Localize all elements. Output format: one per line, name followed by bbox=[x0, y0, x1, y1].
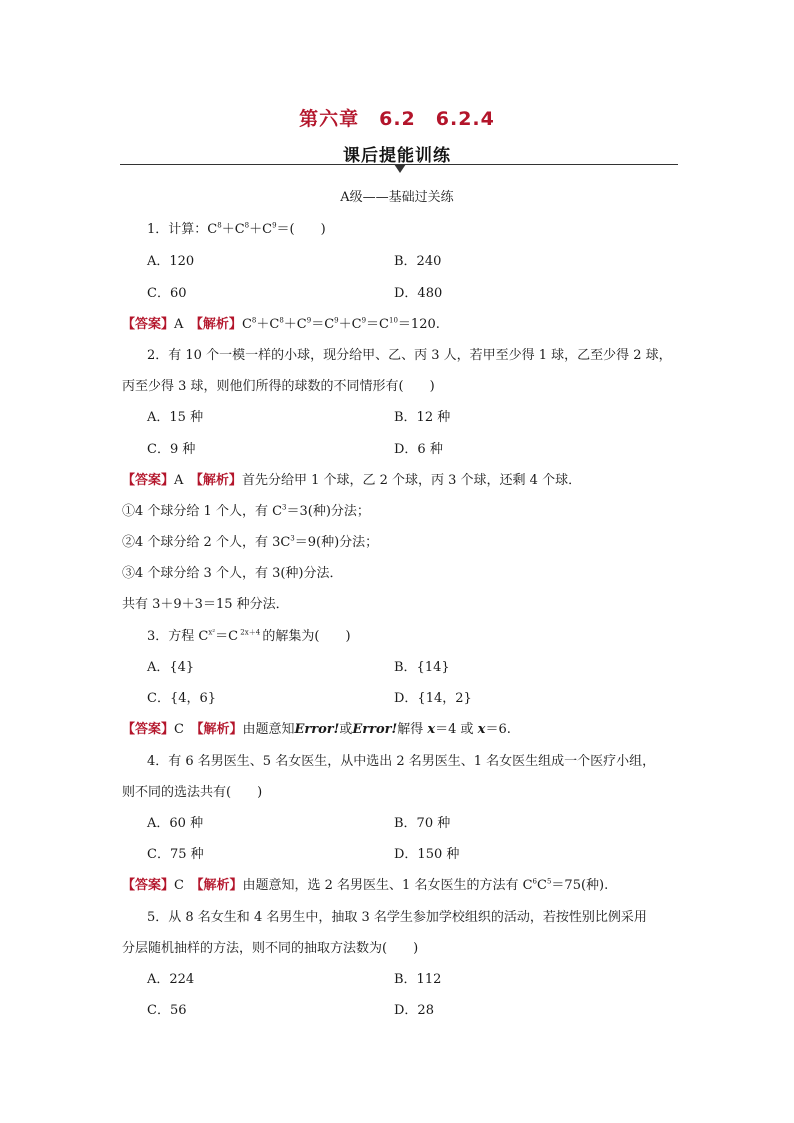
q1-option-d: D．480 bbox=[394, 286, 443, 301]
q3-stem: 3．方程 $C^{x^2}=C$ $^{2x+4}$ 的解集为( ) bbox=[147, 628, 351, 644]
q3-option-d: D．{14，2} bbox=[394, 691, 472, 706]
q1-option-b: B．240 bbox=[394, 254, 442, 269]
q5-stem-line1: 5．从 8 名女生和 4 名男生中，抽取 3 名学生参加学校组织的活动，若按性别比例采用 bbox=[147, 910, 647, 925]
q3-option-b: B．{14} bbox=[394, 660, 450, 675]
q2-solution-case2: ②4 个球分给 2 个人，有 $3C^3=9$(种)分法； bbox=[122, 534, 379, 550]
divider-arrow-icon bbox=[394, 164, 406, 173]
q2-solution-total: 共有 3＋9＋3＝15 种分法． bbox=[122, 597, 289, 612]
q5-stem-line2: 分层随机抽样的方法，则不同的抽取方法数为( ) bbox=[122, 941, 419, 956]
q3-solution: 【答案】C 【解析】由题意知Error!或Error!解得 x＝4 或 x＝6. bbox=[122, 722, 511, 737]
q2-option-a: A．15 种 bbox=[147, 410, 204, 425]
level-heading: A级——基础过关练 bbox=[340, 190, 454, 205]
q1-option-a: A．120 bbox=[147, 254, 195, 269]
q2-option-b: B．12 种 bbox=[394, 410, 451, 425]
q5-option-d: D．28 bbox=[394, 1003, 434, 1018]
q2-solution-case3: ③4 个球分给 3 个人，有 3(种)分法． bbox=[122, 566, 343, 581]
chapter-title: 第六章 6.2 6.2.4 bbox=[299, 108, 495, 130]
q1-option-c: C．60 bbox=[147, 286, 187, 301]
q4-option-b: B．70 种 bbox=[394, 816, 451, 831]
q4-option-d: D．150 种 bbox=[394, 847, 460, 862]
q4-option-c: C．75 种 bbox=[147, 847, 204, 862]
section-subtitle: 课后提能训练 bbox=[343, 146, 451, 166]
q5-option-a: A．224 bbox=[147, 972, 195, 987]
q2-stem-line1: 2．有 10 个一模一样的小球，现分给甲、乙、丙 3 人，若甲至少得 1 球，乙至少得 2 球， bbox=[147, 348, 672, 363]
q1-stem: 1．计算：$C^8+C^8+C^9=$( ) bbox=[147, 221, 326, 237]
q5-option-b: B．112 bbox=[394, 972, 442, 987]
q2-option-c: C．9 种 bbox=[147, 442, 196, 457]
q2-solution: 【答案】A 【解析】首先分给甲 1 个球，乙 2 个球，丙 3 个球，还剩 4 个球． bbox=[122, 473, 582, 488]
q2-stem-line2: 丙至少得 3 球，则他们所得的球数的不同情形有( ) bbox=[122, 379, 435, 394]
q4-stem-line2: 则不同的选法共有( ) bbox=[122, 785, 263, 800]
q5-option-c: C．56 bbox=[147, 1003, 187, 1018]
q4-stem-line1: 4．有 6 名男医生、5 名女医生，从中选出 2 名男医生、1 名女医生组成一个医疗小组， bbox=[147, 754, 656, 769]
q3-option-c: C．{4，6} bbox=[147, 691, 217, 706]
q4-option-a: A．60 种 bbox=[147, 816, 204, 831]
q4-solution: 【答案】C 【解析】由题意知，选 2 名男医生、1 名女医生的方法有 $C^6C^5=75$(种). bbox=[122, 877, 609, 893]
q2-option-d: D．6 种 bbox=[394, 442, 443, 457]
q1-solution: 【答案】A 【解析】$C^8+C^8+C^9=C^9+C^9=C^{10}=120$. bbox=[122, 316, 440, 332]
q2-solution-case1: ①4 个球分给 1 个人，有 $C^3=3$(种)分法； bbox=[122, 503, 370, 519]
q3-option-a: A．{4} bbox=[147, 660, 195, 675]
